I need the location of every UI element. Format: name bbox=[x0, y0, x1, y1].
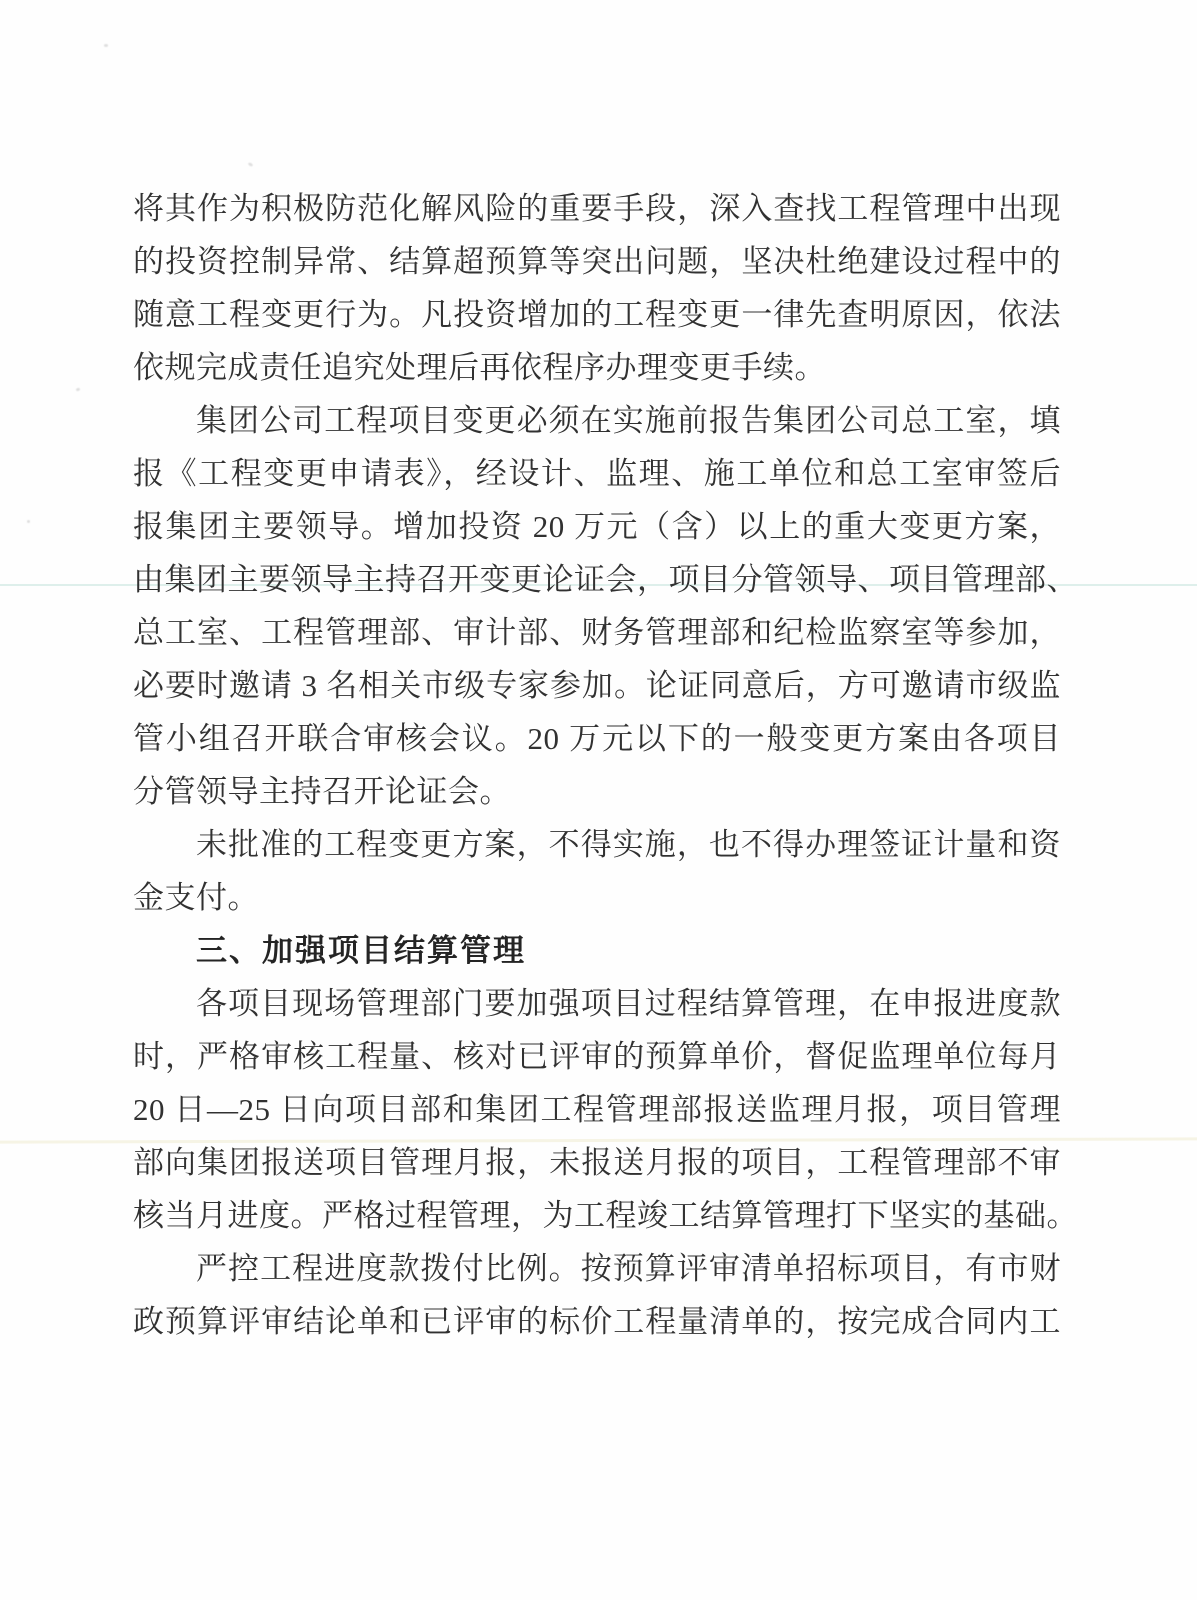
text-line: 随意工程变更行为。凡投资增加的工程变更一律先查明原因，依法 bbox=[133, 297, 1061, 332]
text-line: 金支付。 bbox=[133, 880, 259, 915]
text-line: 总工室、工程管理部、审计部、财务管理部和纪检监察室等参加， bbox=[133, 615, 1061, 650]
scan-speck bbox=[248, 162, 254, 167]
text-line: 20 日—25 日向项目部和集团工程管理部报送监理月报，项目管理 bbox=[133, 1092, 1061, 1127]
text-line: 严控工程进度款拨付比例。按预算评审清单招标项目，有市财 bbox=[196, 1251, 1061, 1286]
text-line: 报集团主要领导。增加投资 20 万元（含）以上的重大变更方案， bbox=[133, 509, 1061, 544]
text-line: 必要时邀请 3 名相关市级专家参加。论证同意后，方可邀请市级监 bbox=[133, 668, 1061, 703]
text-line: 核当月进度。严格过程管理，为工程竣工结算管理打下坚实的基础。 bbox=[133, 1198, 1078, 1233]
text-line: 依规完成责任追究处理后再依程序办理变更手续。 bbox=[133, 350, 826, 385]
text-line: 部向集团报送项目管理月报，未报送月报的项目，工程管理部不审 bbox=[133, 1145, 1061, 1180]
scan-speck bbox=[27, 520, 30, 523]
section-heading: 三、加强项目结算管理 bbox=[196, 933, 526, 968]
text-line: 将其作为积极防范化解风险的重要手段，深入查找工程管理中出现 bbox=[133, 191, 1061, 226]
text-line: 报《工程变更申请表》，经设计、监理、施工单位和总工室审签后 bbox=[133, 456, 1061, 491]
text-line: 时，严格审核工程量、核对已评审的预算单价，督促监理单位每月 bbox=[133, 1039, 1061, 1074]
text-line: 政预算评审结论单和已评审的标价工程量清单的，按完成合同内工 bbox=[133, 1304, 1061, 1339]
document-body bbox=[133, 182, 1078, 1348]
scan-speck bbox=[76, 387, 81, 391]
text-line: 的投资控制异常、结算超预算等突出问题，坚决杜绝建设过程中的 bbox=[133, 244, 1061, 279]
text-line: 由集团主要领导主持召开变更论证会，项目分管领导、项目管理部、 bbox=[133, 562, 1078, 597]
text-line: 未批准的工程变更方案，不得实施，也不得办理签证计量和资 bbox=[196, 827, 1061, 862]
scan-speck bbox=[104, 44, 108, 47]
text-line: 各项目现场管理部门要加强项目过程结算管理，在申报进度款 bbox=[196, 986, 1061, 1021]
text-line: 分管领导主持召开论证会。 bbox=[133, 774, 511, 809]
text-line: 集团公司工程项目变更必须在实施前报告集团公司总工室，填 bbox=[196, 403, 1061, 438]
text-line: 管小组召开联合审核会议。20 万元以下的一般变更方案由各项目 bbox=[133, 721, 1061, 756]
